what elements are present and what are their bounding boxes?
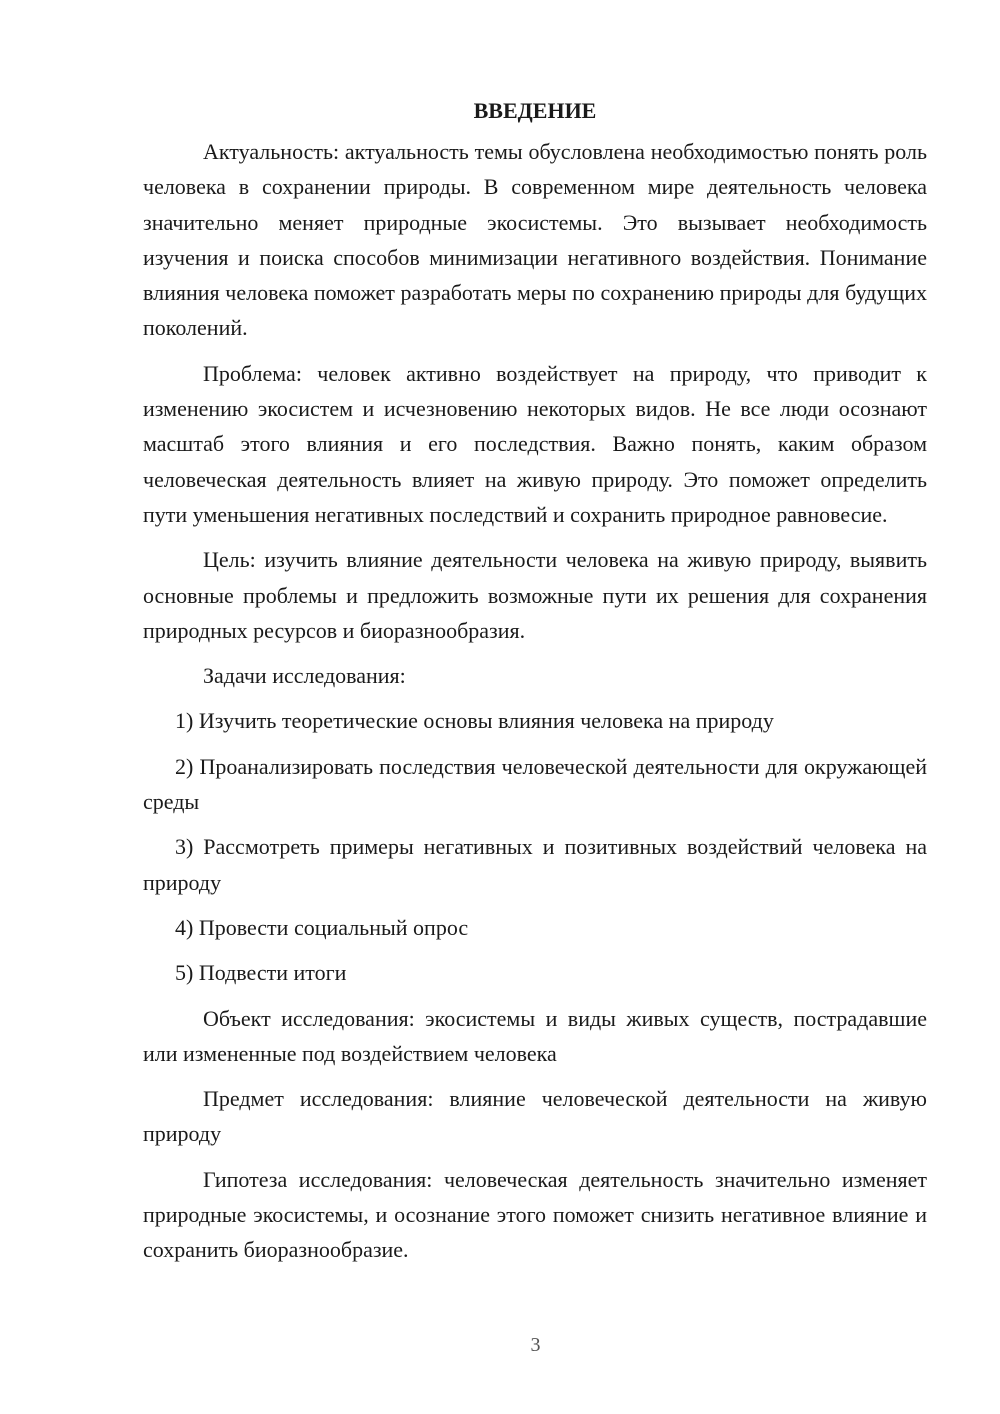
hypothesis-paragraph: Гипотеза исследования: человеческая деятельность значительно изменяет природные экосистемы, и осознание этого поможет снизить негативное влияние и сохранить биоразнообразие. [143, 1166, 927, 1263]
task-item: 2) Проанализировать последствия человеческой деятельности для окружающей среды [143, 753, 927, 815]
document-page [143, 96, 927, 1278]
tasks-heading: Задачи исследования: [203, 663, 406, 689]
task-item: 4) Провести социальный опрос [175, 914, 469, 940]
relevance-paragraph: Актуальность: актуальность темы обусловлена необходимостью понять роль человека в сохранении природы. В современном мире деятельность человека значительно меняет природные экосистемы. Это вызывает необходимость изучения и поиска способов минимизации негативного воздействия. Понимание влияния человека поможет разработать меры по сохранению природы для будущих поколений. [143, 139, 927, 341]
page-number: 3 [530, 1334, 541, 1356]
problem-paragraph: Проблема: человек активно воздействует на природу, что приводит к изменению экосистем и исчезновению некоторых видов. Не все люди осознают масштаб этого влияния и его последствия. Важно понять, каким образом человеческая деятельность влияет на живую природу. Это поможет определить пути уменьшения негативных последствий и сохранить природное равновесие. [143, 360, 927, 527]
section-title: ВВЕДЕНИЕ [473, 98, 597, 123]
goal-paragraph: Цель: изучить влияние деятельности человека на живую природу, выявить основные проблемы и предложить возможные пути их решения для сохранения природных ресурсов и биоразнообразия. [143, 547, 927, 643]
subject-paragraph: Предмет исследования: влияние человеческой деятельности на живую природу [143, 1086, 927, 1147]
task-item: 3) Рассмотреть примеры негативных и позитивных воздействий человека на природу [143, 834, 927, 895]
task-item: 1) Изучить теоретические основы влияния человека на природу [175, 708, 774, 734]
task-item: 5) Подвести итоги [175, 960, 347, 986]
object-paragraph: Объект исследования: экосистемы и виды живых существ, пострадавшие или измененные под воздействием человека [143, 1005, 927, 1066]
